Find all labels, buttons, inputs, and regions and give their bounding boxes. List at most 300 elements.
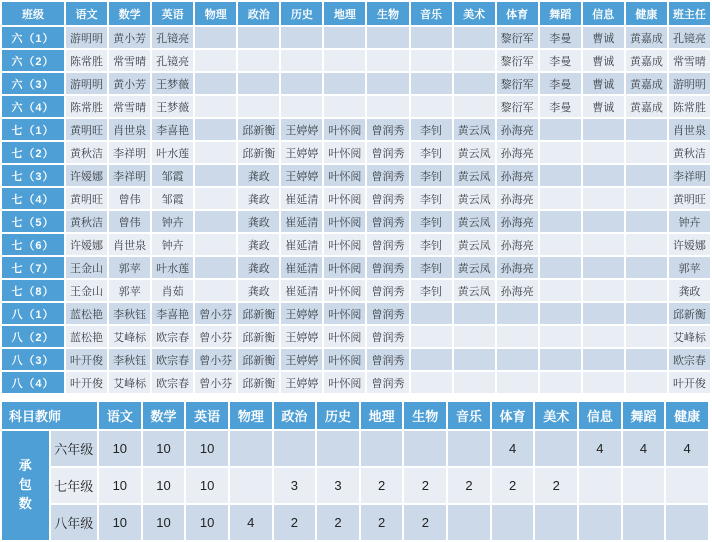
count-cell[interactable]: 4 <box>492 431 534 466</box>
subject-cell[interactable]: 叶怀阅 <box>324 119 365 140</box>
subject-cell[interactable] <box>195 257 236 278</box>
subject-cell[interactable]: 蓝松艳 <box>66 326 107 347</box>
subject-cell[interactable]: 艾峰标 <box>109 326 150 347</box>
count-cell[interactable] <box>666 505 708 540</box>
subject-cell[interactable] <box>454 96 495 117</box>
column-header: 物理 <box>195 2 236 25</box>
column-header: 信息 <box>583 2 624 25</box>
subject-cell[interactable] <box>626 142 667 163</box>
subject-cell[interactable] <box>583 234 624 255</box>
subject-cell[interactable]: 王婷婷 <box>281 119 322 140</box>
subject-cell[interactable] <box>626 211 667 232</box>
subject-cell[interactable] <box>583 188 624 209</box>
count-cell[interactable]: 10 <box>186 505 228 540</box>
subject-cell[interactable]: 郭苹 <box>109 280 150 301</box>
subject-cell[interactable]: 李曼 <box>540 50 581 71</box>
subject-cell[interactable]: 崔延清 <box>281 188 322 209</box>
count-cell[interactable]: 3 <box>274 468 316 503</box>
subject-cell[interactable]: 邱新衡 <box>238 372 279 393</box>
subject-cell[interactable] <box>195 280 236 301</box>
column-header: 历史 <box>317 402 359 429</box>
subject-cell[interactable]: 邱新衡 <box>238 349 279 370</box>
subject-cell[interactable] <box>195 234 236 255</box>
subject-cell[interactable] <box>411 27 452 48</box>
subject-cell[interactable]: 曾润秀 <box>367 303 408 324</box>
subject-cell[interactable]: 龚政 <box>238 188 279 209</box>
subject-cell[interactable] <box>583 326 624 347</box>
subject-cell[interactable]: 曾小芬 <box>195 326 236 347</box>
count-cell[interactable]: 10 <box>143 468 185 503</box>
subject-cell[interactable]: 崔延清 <box>281 280 322 301</box>
subject-cell[interactable]: 艾峰标 <box>109 372 150 393</box>
subject-cell[interactable] <box>411 349 452 370</box>
subject-cell[interactable]: 陈常胜 <box>669 96 710 117</box>
subject-cell[interactable]: 叶怀阅 <box>324 326 365 347</box>
subject-cell[interactable]: 孙海亮 <box>497 188 538 209</box>
subject-cell[interactable]: 黄嘉成 <box>626 96 667 117</box>
subject-cell[interactable]: 蓝松艳 <box>66 303 107 324</box>
subject-cell[interactable]: 孙海亮 <box>497 119 538 140</box>
column-header: 舞蹈 <box>540 2 581 25</box>
subject-cell[interactable] <box>497 372 538 393</box>
subject-cell[interactable]: 曹诚 <box>583 96 624 117</box>
subject-cell[interactable]: 孙海亮 <box>497 234 538 255</box>
count-cell[interactable]: 10 <box>143 505 185 540</box>
subject-cell[interactable]: 郭苹 <box>669 257 710 278</box>
subject-cell[interactable]: 王婷婷 <box>281 372 322 393</box>
column-header: 健康 <box>666 402 708 429</box>
subject-cell[interactable] <box>195 211 236 232</box>
subject-cell[interactable]: 李祥明 <box>669 165 710 186</box>
subject-cell[interactable] <box>497 349 538 370</box>
subject-cell[interactable]: 游明明 <box>66 27 107 48</box>
count-cell[interactable]: 4 <box>623 431 665 466</box>
subject-cell[interactable]: 许嫒娜 <box>669 234 710 255</box>
subject-cell[interactable] <box>195 27 236 48</box>
subject-cell[interactable]: 黄云凤 <box>454 211 495 232</box>
subject-cell[interactable]: 孔镜亮 <box>669 27 710 48</box>
subject-cell[interactable]: 王梦薇 <box>152 73 193 94</box>
subject-cell[interactable] <box>626 165 667 186</box>
count-cell[interactable]: 4 <box>579 431 621 466</box>
subject-cell[interactable] <box>454 303 495 324</box>
subject-cell[interactable] <box>281 27 322 48</box>
subject-cell[interactable]: 欧宗春 <box>152 326 193 347</box>
subject-cell[interactable]: 曾润秀 <box>367 257 408 278</box>
subject-cell[interactable]: 许嫒娜 <box>66 165 107 186</box>
subject-cell[interactable] <box>367 27 408 48</box>
subject-cell[interactable]: 黎衍军 <box>497 96 538 117</box>
subject-cell[interactable]: 艾峰标 <box>669 326 710 347</box>
subject-cell[interactable]: 王婷婷 <box>281 303 322 324</box>
class-label: 七（4） <box>2 188 64 209</box>
count-cell[interactable] <box>535 505 577 540</box>
subject-cell[interactable]: 曹诚 <box>583 27 624 48</box>
subject-cell[interactable] <box>626 280 667 301</box>
column-header: 数学 <box>109 2 150 25</box>
subject-cell[interactable]: 李祥明 <box>109 142 150 163</box>
summary-row <box>2 431 708 466</box>
subject-cell[interactable] <box>497 303 538 324</box>
subject-cell[interactable]: 曾小芬 <box>195 349 236 370</box>
subject-cell[interactable] <box>540 119 581 140</box>
subject-cell[interactable]: 李曼 <box>540 73 581 94</box>
subject-cell[interactable]: 钟卉 <box>152 211 193 232</box>
subject-cell[interactable] <box>540 280 581 301</box>
subject-cell[interactable]: 黄云凤 <box>454 257 495 278</box>
subject-cell[interactable] <box>238 27 279 48</box>
count-cell[interactable]: 2 <box>492 468 534 503</box>
subject-cell[interactable]: 龚政 <box>238 211 279 232</box>
subject-cell[interactable] <box>583 165 624 186</box>
subject-cell[interactable]: 叶怀阅 <box>324 234 365 255</box>
subject-cell[interactable]: 叶水莲 <box>152 142 193 163</box>
subject-cell[interactable]: 叶怀阅 <box>324 142 365 163</box>
count-cell[interactable]: 2 <box>404 468 446 503</box>
subject-cell[interactable]: 李钊 <box>411 211 452 232</box>
summary-row <box>2 505 708 540</box>
subject-cell[interactable]: 邱新衡 <box>238 326 279 347</box>
subject-cell[interactable]: 叶水莲 <box>152 257 193 278</box>
column-header: 物理 <box>230 402 272 429</box>
subject-cell[interactable] <box>238 96 279 117</box>
subject-cell[interactable]: 钟卉 <box>152 234 193 255</box>
subject-cell[interactable] <box>411 96 452 117</box>
subject-cell[interactable] <box>281 96 322 117</box>
subject-cell[interactable]: 叶开俊 <box>66 372 107 393</box>
subject-cell[interactable]: 黄云凤 <box>454 165 495 186</box>
subject-cell[interactable]: 叶怀阅 <box>324 303 365 324</box>
subject-cell[interactable]: 邱新衡 <box>238 303 279 324</box>
subject-cell[interactable]: 陈常胜 <box>66 50 107 71</box>
subject-cell[interactable] <box>583 211 624 232</box>
subject-cell[interactable]: 黄秋洁 <box>66 211 107 232</box>
subject-cell[interactable] <box>281 50 322 71</box>
subject-cell[interactable]: 叶开俊 <box>66 349 107 370</box>
subject-cell[interactable] <box>540 211 581 232</box>
subject-cell[interactable]: 龚政 <box>238 280 279 301</box>
column-header: 政治 <box>274 402 316 429</box>
count-cell[interactable]: 2 <box>361 505 403 540</box>
subject-cell[interactable] <box>540 372 581 393</box>
subject-cell[interactable] <box>583 349 624 370</box>
subject-cell[interactable] <box>324 73 365 94</box>
subject-cell[interactable]: 王金山 <box>66 257 107 278</box>
subject-cell[interactable]: 肖世泉 <box>669 119 710 140</box>
subject-cell[interactable]: 叶怀阅 <box>324 188 365 209</box>
count-cell[interactable]: 4 <box>230 505 272 540</box>
subject-cell[interactable]: 孙海亮 <box>497 280 538 301</box>
subject-cell[interactable]: 叶怀阅 <box>324 372 365 393</box>
subject-cell[interactable] <box>583 372 624 393</box>
subject-cell[interactable]: 孙海亮 <box>497 211 538 232</box>
subject-cell[interactable] <box>583 142 624 163</box>
subject-cell[interactable]: 龚政 <box>238 234 279 255</box>
subject-cell[interactable]: 叶开俊 <box>669 372 710 393</box>
subject-cell[interactable]: 曾润秀 <box>367 188 408 209</box>
subject-cell[interactable]: 叶怀阅 <box>324 211 365 232</box>
subject-cell[interactable]: 孙海亮 <box>497 257 538 278</box>
subject-cell[interactable]: 黎衍军 <box>497 50 538 71</box>
subject-cell[interactable] <box>195 119 236 140</box>
count-cell[interactable] <box>666 468 708 503</box>
subject-cell[interactable] <box>454 50 495 71</box>
count-cell[interactable]: 2 <box>317 505 359 540</box>
subject-cell[interactable] <box>540 188 581 209</box>
count-cell[interactable]: 10 <box>99 431 141 466</box>
subject-cell[interactable]: 叶怀阅 <box>324 349 365 370</box>
column-header: 语文 <box>66 2 107 25</box>
count-cell[interactable] <box>448 431 490 466</box>
subject-cell[interactable]: 曾润秀 <box>367 165 408 186</box>
subject-cell[interactable] <box>195 96 236 117</box>
subject-cell[interactable]: 黄秋洁 <box>66 142 107 163</box>
count-cell[interactable]: 2 <box>448 468 490 503</box>
subject-cell[interactable]: 黄云凤 <box>454 119 495 140</box>
count-cell[interactable]: 3 <box>317 468 359 503</box>
subject-cell[interactable]: 曾润秀 <box>367 372 408 393</box>
subject-cell[interactable]: 黄云凤 <box>454 188 495 209</box>
subject-cell[interactable]: 曾润秀 <box>367 234 408 255</box>
subject-cell[interactable]: 邱新衡 <box>238 119 279 140</box>
subject-cell[interactable] <box>626 188 667 209</box>
subject-cell[interactable] <box>454 372 495 393</box>
subject-cell[interactable]: 孔镜亮 <box>152 50 193 71</box>
subject-cell[interactable] <box>195 50 236 71</box>
subject-cell[interactable]: 曾小芬 <box>195 303 236 324</box>
count-cell[interactable]: 10 <box>99 505 141 540</box>
count-cell[interactable]: 10 <box>186 468 228 503</box>
subject-cell[interactable]: 邹霞 <box>152 188 193 209</box>
subject-cell[interactable]: 李钊 <box>411 280 452 301</box>
subject-cell[interactable] <box>540 349 581 370</box>
subject-cell[interactable]: 黄云凤 <box>454 234 495 255</box>
subject-cell[interactable]: 黄云凤 <box>454 280 495 301</box>
subject-cell[interactable]: 李秋钰 <box>109 349 150 370</box>
subject-cell[interactable]: 黄明旺 <box>669 188 710 209</box>
subject-cell[interactable] <box>540 257 581 278</box>
count-cell[interactable]: 10 <box>99 468 141 503</box>
subject-cell[interactable]: 李秋钰 <box>109 303 150 324</box>
subject-cell[interactable]: 王婷婷 <box>281 165 322 186</box>
subject-cell[interactable] <box>454 326 495 347</box>
subject-cell[interactable] <box>497 326 538 347</box>
subject-cell[interactable]: 曾伟 <box>109 211 150 232</box>
subject-cell[interactable]: 许嫒娜 <box>66 234 107 255</box>
subject-cell[interactable]: 李钊 <box>411 119 452 140</box>
count-cell[interactable]: 2 <box>404 505 446 540</box>
subject-cell[interactable]: 李喜艳 <box>152 303 193 324</box>
subject-cell[interactable]: 邱新衡 <box>669 303 710 324</box>
count-cell[interactable]: 10 <box>143 431 185 466</box>
count-cell[interactable]: 2 <box>361 468 403 503</box>
table-row <box>2 27 710 48</box>
count-cell[interactable]: 2 <box>274 505 316 540</box>
subject-cell[interactable]: 黄小芳 <box>109 73 150 94</box>
subject-cell[interactable]: 黄云凤 <box>454 142 495 163</box>
subject-cell[interactable]: 李曼 <box>540 27 581 48</box>
subject-cell[interactable]: 李钊 <box>411 165 452 186</box>
subject-cell[interactable]: 崔延清 <box>281 257 322 278</box>
subject-cell[interactable] <box>367 50 408 71</box>
subject-cell[interactable]: 肖茹 <box>152 280 193 301</box>
count-cell[interactable] <box>230 431 272 466</box>
subject-cell[interactable] <box>583 257 624 278</box>
subject-cell[interactable] <box>454 349 495 370</box>
subject-cell[interactable]: 钟卉 <box>669 211 710 232</box>
subject-cell[interactable]: 曹诚 <box>583 73 624 94</box>
subject-cell[interactable]: 李钊 <box>411 257 452 278</box>
subject-cell[interactable]: 龚政 <box>238 165 279 186</box>
subject-cell[interactable] <box>281 73 322 94</box>
subject-cell[interactable] <box>238 50 279 71</box>
subject-cell[interactable]: 曾润秀 <box>367 326 408 347</box>
subject-cell[interactable]: 黄明旺 <box>66 119 107 140</box>
class-label: 八（4） <box>2 372 64 393</box>
subject-cell[interactable]: 崔延清 <box>281 234 322 255</box>
subject-cell[interactable]: 肖世泉 <box>109 234 150 255</box>
subject-cell[interactable]: 曾润秀 <box>367 142 408 163</box>
column-header: 地理 <box>324 2 365 25</box>
subject-cell[interactable] <box>367 96 408 117</box>
subject-cell[interactable]: 常雪晴 <box>669 50 710 71</box>
count-cell[interactable] <box>361 431 403 466</box>
table-row <box>2 326 710 347</box>
subject-cell[interactable]: 常雪晴 <box>109 96 150 117</box>
subject-cell[interactable]: 黄小芳 <box>109 27 150 48</box>
subject-cell[interactable]: 黄嘉成 <box>626 27 667 48</box>
subject-cell[interactable] <box>195 188 236 209</box>
subject-cell[interactable]: 孙海亮 <box>497 165 538 186</box>
subject-cell[interactable]: 黎衍军 <box>497 73 538 94</box>
count-cell[interactable] <box>579 505 621 540</box>
subject-cell[interactable]: 欧宗春 <box>669 349 710 370</box>
subject-cell[interactable] <box>540 165 581 186</box>
subject-cell[interactable]: 邱新衡 <box>238 142 279 163</box>
subject-cell[interactable] <box>411 326 452 347</box>
subject-cell[interactable] <box>411 50 452 71</box>
subject-cell[interactable]: 邹霞 <box>152 165 193 186</box>
subject-cell[interactable]: 黄嘉成 <box>626 50 667 71</box>
subject-cell[interactable] <box>454 73 495 94</box>
subject-cell[interactable]: 游明明 <box>669 73 710 94</box>
subject-cell[interactable]: 曾小芬 <box>195 372 236 393</box>
subject-cell[interactable] <box>195 165 236 186</box>
subject-cell[interactable] <box>367 73 408 94</box>
subject-cell[interactable]: 黄秋洁 <box>669 142 710 163</box>
table-row <box>2 119 710 140</box>
subject-cell[interactable] <box>626 326 667 347</box>
count-cell[interactable] <box>317 431 359 466</box>
subject-cell[interactable]: 李曼 <box>540 96 581 117</box>
subject-cell[interactable]: 王梦薇 <box>152 96 193 117</box>
subject-cell[interactable] <box>238 73 279 94</box>
subject-cell[interactable] <box>411 73 452 94</box>
subject-cell[interactable]: 叶怀阅 <box>324 280 365 301</box>
subject-cell[interactable]: 叶怀阅 <box>324 165 365 186</box>
subject-cell[interactable]: 龚政 <box>669 280 710 301</box>
subject-cell[interactable] <box>626 303 667 324</box>
subject-cell[interactable] <box>195 73 236 94</box>
subject-cell[interactable]: 黄嘉成 <box>626 73 667 94</box>
subject-cell[interactable]: 黎衍军 <box>497 27 538 48</box>
subject-cell[interactable]: 王婷婷 <box>281 142 322 163</box>
subject-cell[interactable] <box>411 372 452 393</box>
subject-cell[interactable] <box>195 142 236 163</box>
subject-cell[interactable] <box>626 234 667 255</box>
count-cell[interactable]: 2 <box>535 468 577 503</box>
count-cell[interactable] <box>535 431 577 466</box>
subject-cell[interactable]: 叶怀阅 <box>324 257 365 278</box>
subject-cell[interactable]: 曾润秀 <box>367 280 408 301</box>
subject-cell[interactable]: 李钊 <box>411 234 452 255</box>
subject-cell[interactable] <box>626 349 667 370</box>
subject-cell[interactable]: 游明明 <box>66 73 107 94</box>
count-cell[interactable] <box>274 431 316 466</box>
subject-cell[interactable] <box>324 50 365 71</box>
subject-cell[interactable]: 肖世泉 <box>109 119 150 140</box>
count-cell[interactable] <box>492 505 534 540</box>
count-cell[interactable]: 10 <box>186 431 228 466</box>
subject-cell[interactable] <box>583 119 624 140</box>
class-label: 六（2） <box>2 50 64 71</box>
count-cell[interactable] <box>404 431 446 466</box>
count-cell[interactable]: 4 <box>666 431 708 466</box>
count-cell[interactable] <box>623 468 665 503</box>
subject-cell[interactable]: 王婷婷 <box>281 326 322 347</box>
subject-cell[interactable]: 曾伟 <box>109 188 150 209</box>
subject-cell[interactable] <box>324 27 365 48</box>
subject-cell[interactable]: 曾润秀 <box>367 349 408 370</box>
subject-cell[interactable] <box>411 303 452 324</box>
subject-cell[interactable]: 李钊 <box>411 188 452 209</box>
subject-cell[interactable] <box>583 280 624 301</box>
subject-cell[interactable]: 郭苹 <box>109 257 150 278</box>
subject-cell[interactable] <box>540 326 581 347</box>
subject-cell[interactable]: 陈常胜 <box>66 96 107 117</box>
count-cell[interactable] <box>579 468 621 503</box>
subject-cell[interactable] <box>626 119 667 140</box>
count-cell[interactable] <box>230 468 272 503</box>
subject-cell[interactable]: 黄明旺 <box>66 188 107 209</box>
subject-cell[interactable] <box>540 303 581 324</box>
subject-cell[interactable]: 欧宗春 <box>152 372 193 393</box>
subject-cell[interactable]: 曾润秀 <box>367 211 408 232</box>
subject-cell[interactable] <box>540 142 581 163</box>
subject-cell[interactable]: 孔镜亮 <box>152 27 193 48</box>
subject-cell[interactable]: 孙海亮 <box>497 142 538 163</box>
subject-cell[interactable]: 曾润秀 <box>367 119 408 140</box>
subject-cell[interactable]: 欧宗春 <box>152 349 193 370</box>
subject-cell[interactable]: 李钊 <box>411 142 452 163</box>
subject-cell[interactable]: 龚政 <box>238 257 279 278</box>
count-cell[interactable] <box>448 505 490 540</box>
subject-cell[interactable]: 王婷婷 <box>281 349 322 370</box>
subject-cell[interactable]: 常雪晴 <box>109 50 150 71</box>
count-cell[interactable] <box>623 505 665 540</box>
subject-cell[interactable] <box>626 372 667 393</box>
subject-cell[interactable]: 王金山 <box>66 280 107 301</box>
subject-cell[interactable] <box>540 234 581 255</box>
subject-cell[interactable]: 曹诚 <box>583 50 624 71</box>
subject-cell[interactable] <box>626 257 667 278</box>
subject-cell[interactable] <box>454 27 495 48</box>
subject-cell[interactable] <box>324 96 365 117</box>
subject-cell[interactable]: 李喜艳 <box>152 119 193 140</box>
subject-cell[interactable]: 李祥明 <box>109 165 150 186</box>
subject-cell[interactable] <box>583 303 624 324</box>
subject-cell[interactable]: 崔延清 <box>281 211 322 232</box>
